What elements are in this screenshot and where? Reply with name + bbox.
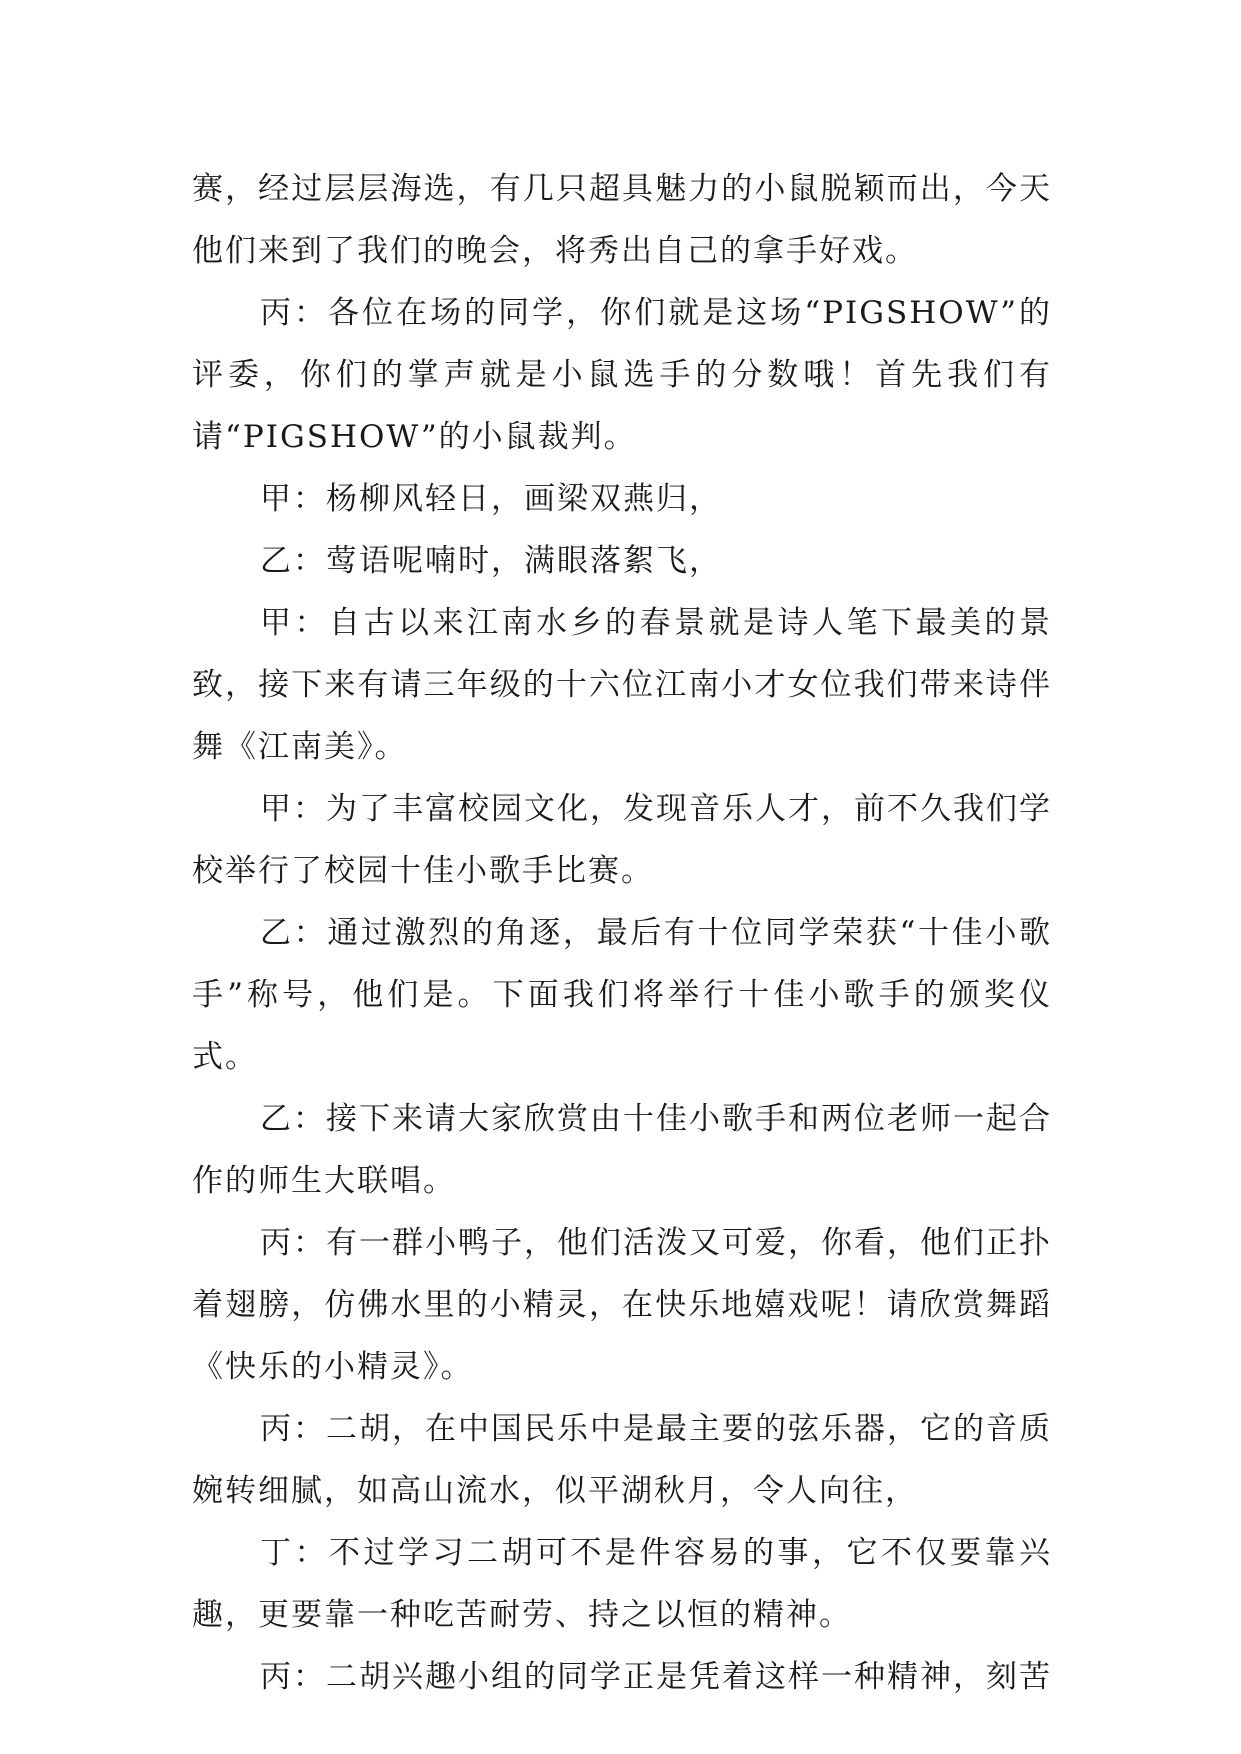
paragraph-5: 甲：自古以来江南水乡的春景就是诗人笔下最美的景致，接下来有请三年级的十六位江南小才女位我们带来诗伴舞《江南美》。 [192, 605, 1052, 765]
paragraph-12: 丙：二胡兴趣小组的同学正是凭着这样一种精神，刻苦 [260, 1659, 1052, 1695]
paragraph-2: 丙：各位在场的同学，你们就是这场“PIGSHOW”的评委，你们的掌声就是小鼠选手的分数哦！首先我们有请“PIGSHOW”的小鼠裁判。 [192, 295, 1052, 455]
paragraph-8: 乙：接下来请大家欣赏由十佳小歌手和两位老师一起合作的师生大联唱。 [192, 1101, 1052, 1199]
paragraph-3: 甲：杨柳风轻日，画梁双燕归， [260, 481, 722, 517]
paragraph-11: 丁：不过学习二胡可不是件容易的事，它不仅要靠兴趣，更要靠一种吃苦耐劳、持之以恒的精神。 [192, 1535, 1052, 1633]
paragraph-7: 乙：通过激烈的角逐，最后有十位同学荣获“十佳小歌手”称号，他们是。下面我们将举行十佳小歌手的颁奖仪式。 [192, 915, 1052, 1075]
paragraph-4: 乙：莺语呢喃时，满眼落絮飞， [260, 543, 722, 579]
document-body [192, 158, 1052, 1708]
paragraph-1: 赛，经过层层海选，有几只超具魅力的小鼠脱颖而出，今天他们来到了我们的晚会，将秀出自己的拿手好戏。 [192, 171, 1052, 269]
paragraph-9: 丙：有一群小鸭子，他们活泼又可爱，你看，他们正扑着翅膀，仿佛水里的小精灵，在快乐地嬉戏呢！请欣赏舞蹈《快乐的小精灵》。 [192, 1225, 1052, 1385]
paragraph-10: 丙：二胡，在中国民乐中是最主要的弦乐器，它的音质婉转细腻，如高山流水，似平湖秋月，令人向往， [192, 1411, 1052, 1509]
paragraph-6: 甲：为了丰富校园文化，发现音乐人才，前不久我们学校举行了校园十佳小歌手比赛。 [192, 791, 1052, 889]
